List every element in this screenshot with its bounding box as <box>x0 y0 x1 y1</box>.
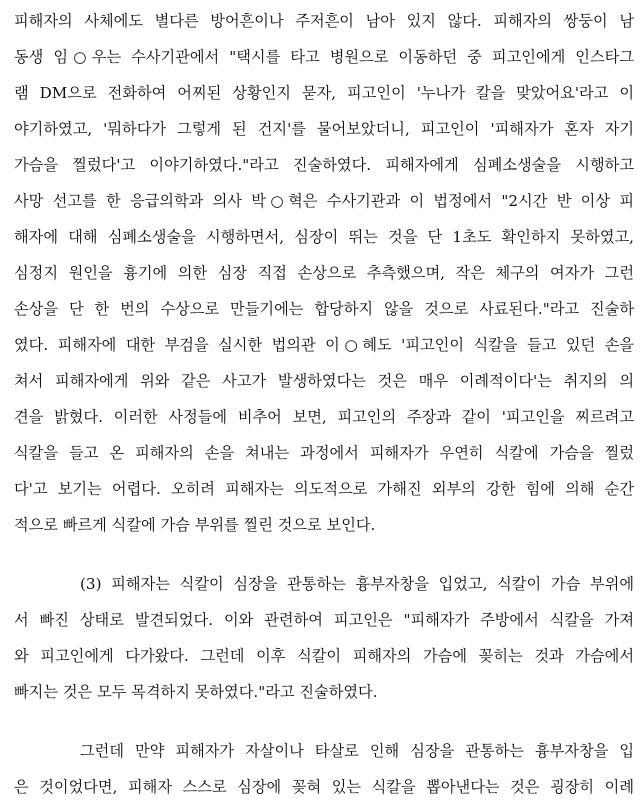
text-line: 빠지는 것은 모두 목격하지 못하였다."라고 진술하였다. <box>14 683 378 701</box>
text-line: 은 것이었다면, 피해자 스스로 심장에 꽂혀 있는 식칼을 뽑아낸다는 것은 굉장히 이례 <box>14 778 634 796</box>
text-line: 견을 밝혔다. 이러한 사정들에 비추어 보면, 피고인의 주장과 같이 '피고인을 찌르려고 <box>14 408 634 426</box>
text-line: 심정지 원인을 흉기에 의한 심장 직접 손상으로 추측했으며, 작은 체구의 여자가 그런 <box>14 264 634 282</box>
text-line: 손상을 단 한 번의 수상으로 만들기에는 합당하지 않을 것으로 사료된다."라고 진술하 <box>14 300 634 318</box>
paragraph-start-line: (3) 피해자는 식칼이 심장을 관통하는 흉부자창을 입었고, 식칼이 가슴 부위에 <box>80 575 634 593</box>
text-line: 야기하였고, '뭐하다가 그렇게 된 건지'를 물어보았더니, 피고인이 '피해자가 혼자 자기 <box>14 120 634 138</box>
text-line: 였다. 피해자에 대한 부검을 실시한 법의관 이○혜도 '피고인이 식칼을 들고 있던 손을 <box>14 336 634 354</box>
text-line: 와 피고인에게 다가왔다. 그런데 이후 식칼이 피해자의 가슴에 꽂히는 것과 가슴에서 <box>14 647 634 665</box>
paragraph-start-line: 그런데 만약 피해자가 자살이나 타살로 인해 심장을 관통하는 흉부자창을 입 <box>80 742 634 760</box>
text-line: 적으로 빠르게 식칼에 가슴 부위를 찔린 것으로 보인다. <box>14 516 376 534</box>
text-line: 동생 임○우는 수사기관에서 "택시를 타고 병원으로 이동하던 중 피고인에게 인스타그 <box>14 48 634 66</box>
text-line: 다'고 보기는 어렵다. 오히려 피해자는 의도적으로 가해진 외부의 강한 힘에 의해 순간 <box>14 480 634 498</box>
text-line: 사망 선고를 한 응급의학과 의사 박○혁은 수사기관과 이 법정에서 "2시간 반 이상 피 <box>14 192 634 210</box>
text-line: 쳐서 피해자에게 위와 같은 사고가 발생하였다는 것은 매우 이례적이다'는 취지의 의 <box>14 372 634 390</box>
text-line: 피해자의 사체에도 별다른 방어흔이나 주저흔이 남아 있지 않다. 피해자의 쌍둥이 남 <box>14 12 634 30</box>
text-line: 가슴을 찔렀다'고 이야기하였다."라고 진술하였다. 피해자에게 심폐소생술을 시행하고 <box>14 156 634 174</box>
text-line: 해자에 대해 심폐소생술을 시행하면서, 심장이 뛰는 것을 단 1초도 확인하지 못하였고, <box>14 228 634 246</box>
text-line: 서 빠진 상태로 발견되었다. 이와 관련하여 피고인은 "피해자가 주방에서 식칼을 가져 <box>14 611 634 629</box>
text-line: 식칼을 들고 온 피해자의 손을 쳐내는 과정에서 피해자가 우연히 식칼에 가슴을 찔렀 <box>14 444 634 462</box>
text-line: 램 DM으로 전화하여 어찌된 상황인지 묻자, 피고인이 '누나가 칼을 맞았어요'라고 이 <box>14 84 634 102</box>
